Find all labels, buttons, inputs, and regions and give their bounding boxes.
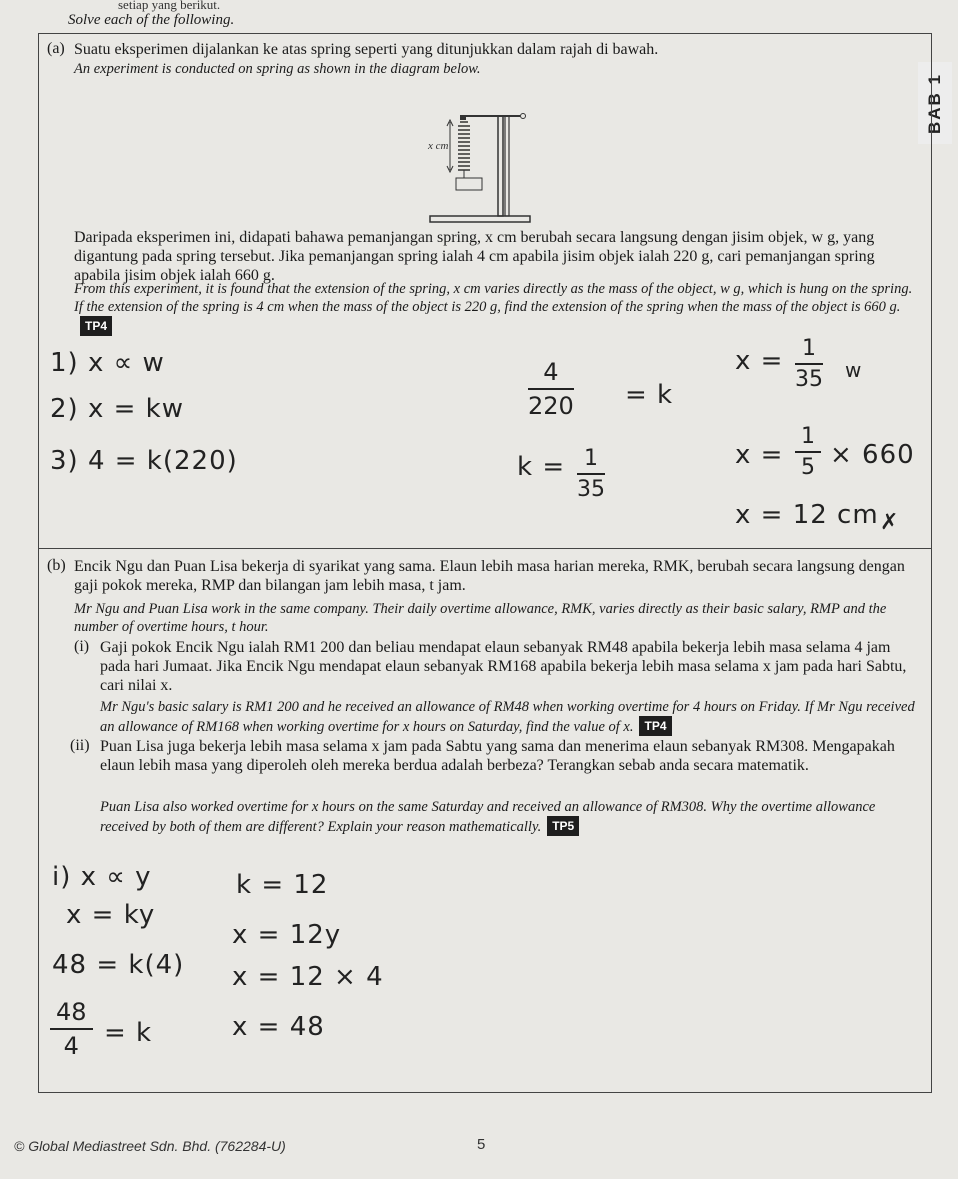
tp-badge: TP5: [547, 816, 579, 836]
part-b-i-label: (i): [74, 638, 90, 655]
hw-mark: ✗: [880, 510, 900, 535]
hw-equals-k: = k: [625, 380, 674, 410]
hw-b-result-4: x = 48: [232, 1012, 325, 1042]
part-b-ii-en-text: Puan Lisa also worked overtime for x hours on the same Saturday and received an allowance of RM308. Why the overtime allowance received by both of them are different? Explain your reason mathematically.: [100, 799, 876, 835]
hw-k-label: k =: [517, 452, 566, 482]
hw-x-fraction: $\frac{1}{35}$: [795, 336, 823, 392]
part-b-ii-en: [100, 798, 922, 836]
hw-x2-label: x =: [735, 440, 784, 470]
hw-b-fraction: $\frac{48}{4}$: [50, 998, 93, 1060]
hw-step-3: 3) 4 = k(220): [50, 446, 238, 476]
part-a-body-en: [74, 280, 924, 336]
tp-badge: TP4: [80, 316, 112, 336]
hw-b-frac-tail: = k: [104, 1018, 153, 1048]
hw-b-line-3: 48 = k(4): [52, 950, 185, 980]
hw-step-1: 1) x ∝ w: [50, 348, 165, 378]
part-b-label: (b): [47, 557, 66, 574]
hw-fraction-4-220: $\frac{4}{220}$: [528, 358, 574, 420]
hw-k-fraction: $\frac{1}{35}$: [577, 446, 605, 502]
publisher-footer: © Global Mediastreet Sdn. Bhd. (762284-U): [14, 1138, 286, 1154]
hw-x2-tail: × 660: [830, 440, 915, 470]
hw-b-line-2: x = ky: [66, 900, 156, 930]
chapter-tab: BAB 1: [918, 62, 952, 144]
part-a-body-en-text: From this experiment, it is found that the extension of the spring, x cm varies directly as the mass of the object, w g, which is hung on the spring. If the extension of the spring is 4 cm when the mass of the object is 220 g, find the extension of the spring when the mass of the object is 660 g.: [74, 281, 913, 315]
part-b-i-ms: Gaji pokok Encik Ngu ialah RM1 200 dan beliau mendapat elaun sebanyak RM48 apabila bekerja lebih masa selama 4 jam pada hari Jumaat. Jika Encik Ngu mendapat elaun sebanyak RM168 apabila bekerja lebih masa selama x jam pada hari Sabtu, cari nilai x.: [100, 639, 907, 694]
part-b-intro-ms: Encik Ngu dan Puan Lisa bekerja di syarikat yang sama. Elaun lebih masa harian mereka, RMK, berubah secara langsung dengan gaji pokok mereka, RMP dan bilangan jam lebih masa, t jam.: [74, 558, 905, 594]
hw-step-2: 2) x = kw: [50, 394, 184, 424]
part-b-ii-label: (ii): [70, 737, 90, 754]
part-a-body-ms: Daripada eksperimen ini, didapati bahawa pemanjangan spring, x cm berubah secara langsung dengan jisim objek, w g, yang digantung pada spring tersebut. Jika pemanjangan spring ialah 4 cm apabila jisim objek ialah 220 g, cari pemanjangan spring apabila jisim objek ialah 660 g.: [74, 229, 875, 284]
instruction: Solve each of the following.: [68, 12, 235, 28]
extension-label: x cm: [428, 140, 449, 152]
spring-diagram: [420, 104, 540, 226]
hw-b-result-1: k = 12: [236, 870, 329, 900]
tp-badge: TP4: [639, 716, 671, 736]
part-a-question-en: An experiment is conducted on spring as shown in the diagram below.: [74, 61, 481, 77]
part-b-ii-ms: Puan Lisa juga bekerja lebih masa selama x jam pada Sabtu yang sama dan menerima elaun sebanyak RM308. Mengapakah elaun lebih masa yang diperoleh oleh mereka berdua adalah berbeza? Terangkan sebab anda secara matematik.: [100, 738, 895, 774]
cut-off-heading: setiap yang berikut.: [118, 0, 221, 12]
hw-x-var: w: [845, 358, 863, 382]
hw-b-line-1: i) x ∝ y: [52, 862, 152, 892]
hw-x-label: x =: [735, 346, 784, 376]
hw-b-result-2: x = 12y: [232, 920, 342, 950]
part-b-i-en-text: Mr Ngu's basic salary is RM1 200 and he received an allowance of RM48 when working overtime for 4 hours on Friday. If Mr Ngu received an allowance of RM168 when working overtime for x hours on Saturday, find the value of x.: [100, 699, 915, 735]
section-divider: [38, 548, 932, 549]
hw-b-result-3: x = 12 × 4: [232, 962, 384, 992]
part-b-i-en: [100, 698, 922, 736]
part-b-intro-en: Mr Ngu and Puan Lisa work in the same company. Their daily overtime allowance, RMK, varies directly as their basic salary, RMP and the number of overtime hours, t hour.: [74, 601, 887, 635]
hw-x2-fraction: $\frac{1}{5}$: [795, 424, 821, 480]
page-number: 5: [477, 1136, 486, 1153]
part-a-label: (a): [47, 40, 65, 57]
hw-answer: x = 12 cm: [735, 500, 879, 530]
part-a-question-ms: Suatu eksperimen dijalankan ke atas spring seperti yang ditunjukkan dalam rajah di bawah.: [74, 41, 659, 58]
